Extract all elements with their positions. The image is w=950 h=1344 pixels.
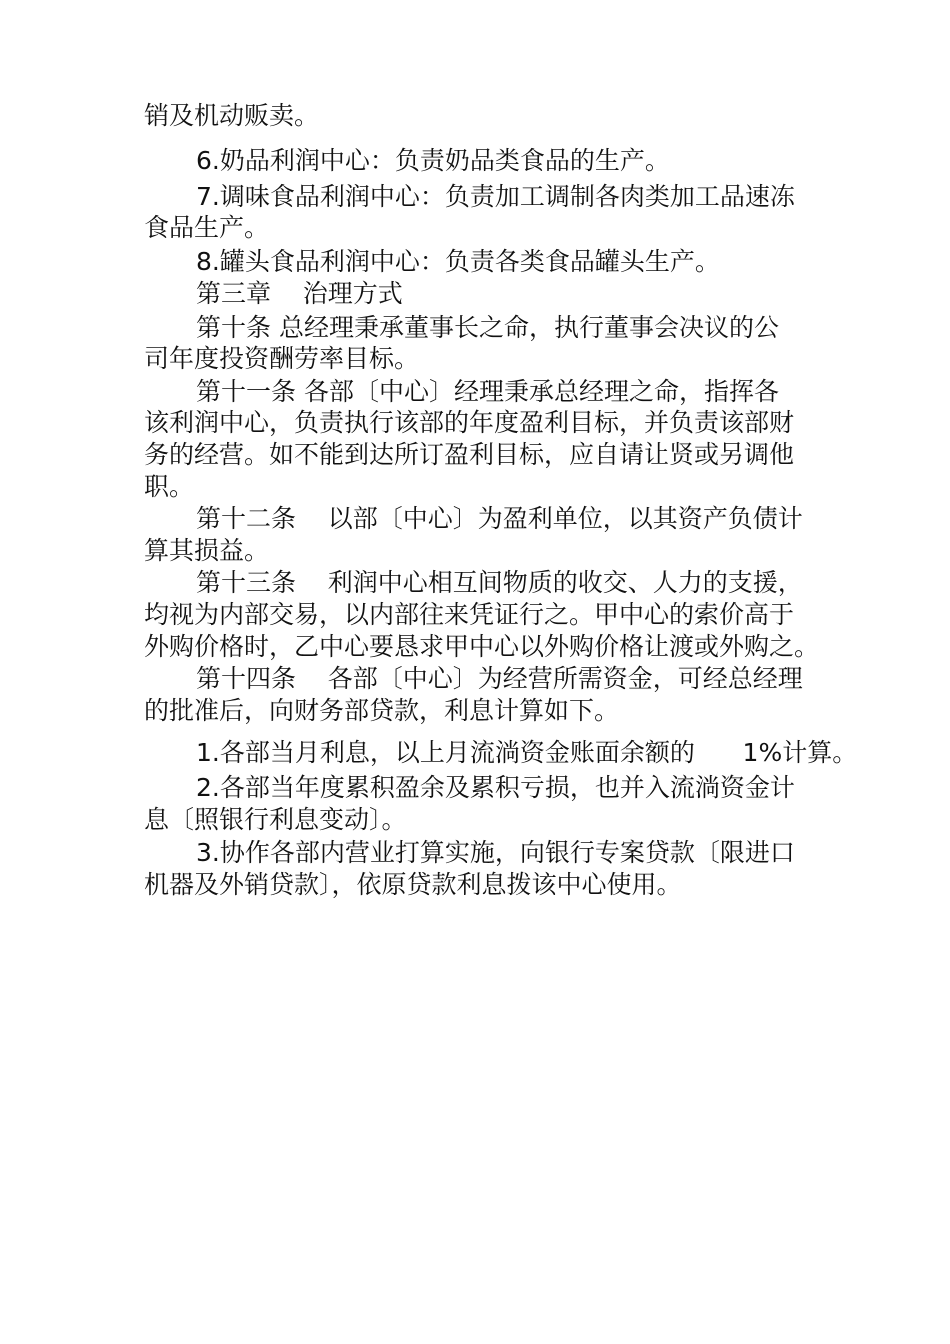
text-line: 3.协作各部内营业打算实施，向银行专案贷款〔限进口 [196, 838, 795, 867]
text-line: 7.调味食品利润中心：负责加工调制各肉类加工品速冻 [196, 182, 795, 211]
text-line: 的批准后，向财务部贷款，利息计算如下。 [144, 696, 620, 725]
text-line: 食品生产。 [144, 213, 270, 242]
text-line: 2.各部当年度累积盈余及累积亏损，也并入流淌资金计 [196, 773, 795, 802]
text-line: 算其损益。 [144, 536, 270, 565]
text-line: 8.罐头食品利润中心：负责各类食品罐头生产。 [196, 247, 720, 276]
text-line: 第十条 总经理秉承董事长之命，执行董事会决议的公 [196, 313, 779, 342]
text-line: 第十四条 各部〔中心〕为经营所需资金，可经总经理 [196, 664, 803, 693]
text-line: 该利润中心，负责执行该部的年度盈利目标，并负责该部财 [144, 408, 795, 437]
text-line: 销及机动贩卖。 [144, 101, 320, 130]
text-line: 机器及外销贷款〕，依原贷款利息拨该中心使用。 [144, 870, 682, 899]
text-line: 6.奶品利润中心：负责奶品类食品的生产。 [196, 146, 670, 175]
text-line: 职。 [144, 472, 195, 501]
text-line: 司年度投资酬劳率目标。 [144, 344, 420, 373]
text-line: 第十一条 各部〔中心〕经理秉承总经理之命，指挥各 [196, 377, 779, 406]
text-line: 务的经营。如不能到达所订盈利目标，应自请让贤或另调他 [144, 440, 795, 469]
text-line: 第十三条 利润中心相互间物质的收交、人力的支援， [196, 568, 803, 597]
chapter-heading: 第三章 治理方式 [196, 279, 403, 308]
text-line: 均视为内部交易，以内部往来凭证行之。甲中心的索价高于 [144, 600, 795, 629]
text-line: 1.各部当月利息，以上月流淌资金账面余额的 1%计算。 [196, 738, 858, 767]
text-line: 第十二条 以部〔中心〕为盈利单位，以其资产负债计 [196, 504, 803, 533]
text-line: 外购价格时，乙中心要恳求甲中心以外购价格让渡或外购之。 [144, 632, 820, 661]
text-line: 息〔照银行利息变动〕。 [144, 805, 407, 834]
